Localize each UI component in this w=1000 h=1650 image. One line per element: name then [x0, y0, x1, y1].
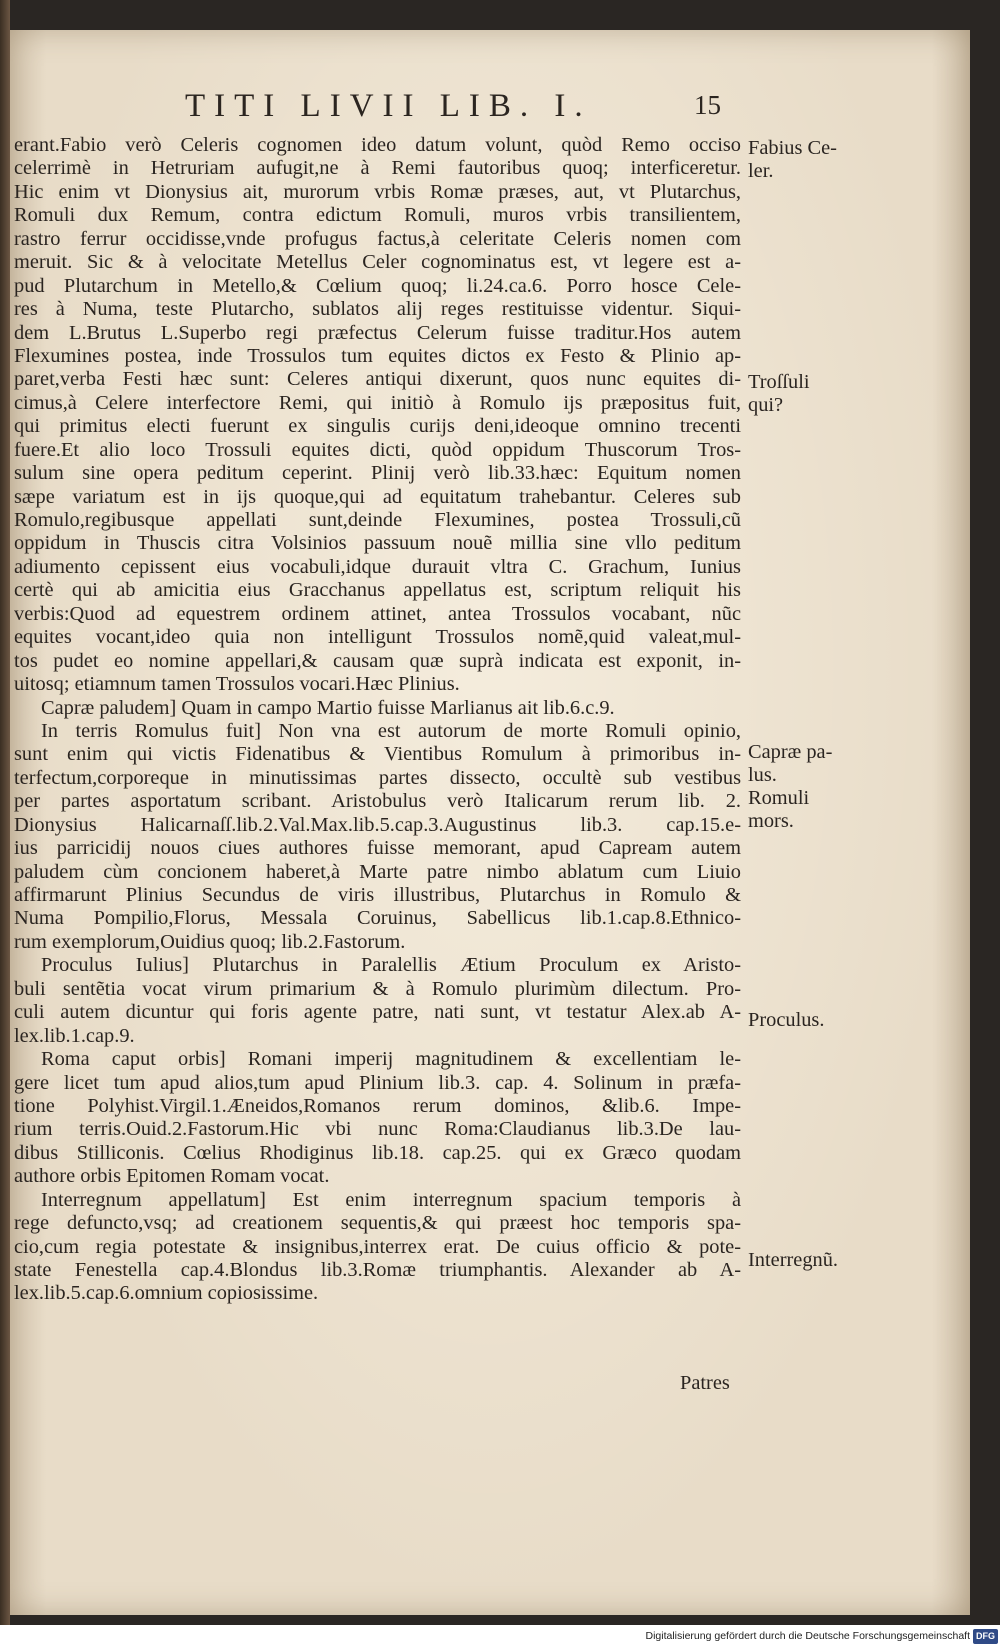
body-text [14, 134, 741, 1306]
dfg-logo: DFG [973, 1629, 998, 1644]
margin-note-line: mors. [748, 810, 794, 832]
text-line: affirmarunt Plinius Secundus de viris illustribus, Plutarchus in Romulo & [14, 884, 741, 906]
text-line: pud Plutarchum in Metello,& Cœlium quoq; li.24.ca.6. Porro hosce Cele- [14, 274, 741, 297]
text-line: culi autem dicuntur qui foris agente patre, nati sunt, vt testatur Alex.ab A- [14, 1001, 741, 1024]
margin-note-line: Capræ pa- [748, 741, 833, 763]
text-line: qui primitus electi fuerunt ex singulis curijs deni,ideoque omnino trecenti [14, 415, 741, 438]
page-header [0, 88, 1000, 128]
text-line: equites vocant,ideo quia non intelligunt Trossulos nomẽ,quid valeat,mul- [14, 626, 741, 649]
margin-note-line: ler. [748, 160, 774, 182]
text-line: fuere.Et alio loco Trossuli equites dicti, quòd oppidum Thuscorum Tros- [14, 438, 741, 461]
text-line: cio,cum regia potestate & insignibus,interrex erat. De cuius officio & pote- [14, 1235, 741, 1258]
margin-note-line: Proculus. [748, 1009, 825, 1031]
margin-note-line: lus. [748, 764, 777, 786]
text-line: rium terris.Ouid.2.Fastorum.Hic vbi nunc Roma:Claudianus lib.3.De lau- [14, 1118, 741, 1141]
margin-note-line: Romuli [748, 787, 810, 809]
text-line: rege defuncto,vsq; ad creationem sequentis,& qui præest hoc temporis spa- [14, 1212, 741, 1235]
page-number: 15 [694, 90, 721, 120]
text-line: Dionysius Halicarnaſſ.lib.2.Val.Max.lib.5.cap.3.Augustinus lib.3. cap.15.e- [14, 813, 741, 836]
text-line: paludem cùm concionem haberet,à Marte patre nimbo ablatum cum Liuio [14, 860, 741, 883]
binding-edge [0, 0, 10, 1625]
margin-note-line: Fabius Ce- [748, 137, 837, 159]
text-line: paret,verba Festi hæc sunt: Celeres antiqui dixerunt, quos nunc equites di- [14, 368, 741, 391]
margin-note-trossuli [748, 371, 856, 417]
text-line: per partes asportatum scribant. Aristobulus verò Italicarum rerum lib. 2. [14, 790, 741, 813]
text-line: celerrimè in Hetruriam aufugit,ne à Remi fautoribus quoq; interficeretur. [14, 157, 741, 180]
text-line: rastro ferrur occidisse,vnde profugus factus,à celeritate Celeris nomen com [14, 227, 741, 250]
text-line: adiumento cepissent eius vocabuli,idque durauit vltra C. Grachum, Iunius [14, 555, 741, 578]
text-line: Roma caput orbis] Romani imperij magnitudinem & excellentiam le- [41, 1048, 741, 1071]
text-line: ius parricidij nouos ciues authores fuisse memorant, apud Capream autem [14, 837, 741, 860]
margin-note-caprae-palus [748, 741, 856, 787]
text-line: verbis:Quod ad equestrem ordinem attinet, antea Trossulos vocabant, nũc [14, 602, 741, 625]
text-line: Flexumines postea, inde Trossulos tum equites dictos ex Festo & Plinio ap- [14, 344, 741, 367]
text-line: sæpe variatum est in ijs quoque,qui ad equitatum trahebantur. Celeres sub [14, 485, 741, 508]
text-line: In terris Romulus fuit] Non vna est autorum de morte Romuli opinio, [41, 719, 741, 742]
text-line: cimus,à Celere interfectore Remi, qui initiò à Romulo ijs præpositus fuit, [14, 391, 741, 414]
text-line: sunt enim qui victis Fidenatibus & Vientibus Romulum à primoribus in- [14, 743, 741, 766]
margin-note-romuli-mors [748, 787, 856, 833]
text-line: Numa Pompilio,Florus, Messala Coruinus, Sabellicus lib.1.cap.8.Ethnico- [14, 907, 741, 930]
text-line: lex.lib.5.cap.6.omnium copiosissime. [14, 1282, 319, 1305]
text-line: tione Polyhist.Virgil.1.Æneidos,Romanos rerum dominos, &lib.6. Impe- [14, 1094, 741, 1117]
text-line: rum exemplorum,Ouidius quoq; lib.2.Fastorum. [14, 930, 406, 953]
margin-note-line: Interregnũ. [748, 1249, 839, 1271]
text-line: Hic enim vt Dionysius ait, murorum vrbis Romæ præses, aut, vt Plutarchus, [14, 180, 741, 203]
text-line: certè qui ab amicitia eius Gracchanus appellatus est, scriptum reliquit his [14, 579, 741, 602]
text-line: terfectum,corporeque in minutissimas partes dissecto, occultè sub vestibus [14, 766, 741, 789]
text-line: Interregnum appellatum] Est enim interregnum spacium temporis à [41, 1188, 741, 1211]
text-line: Capræ paludem] Quam in campo Martio fuisse Marlianus ait lib.6.c.9. [41, 696, 615, 719]
text-line: buli sentẽtia vocat virum primarium & à Romulo plurimùm dilectum. Pro- [14, 977, 741, 1000]
margin-note-proculus [748, 1009, 856, 1032]
text-line: erant.Fabio verò Celeris cognomen ideo datum volunt, quòd Remo occiso [14, 134, 741, 156]
footer-bar [0, 1625, 1000, 1650]
margin-note-line: Troſſuli [748, 371, 810, 393]
running-head: TITI LIVII LIB. I. [185, 88, 592, 124]
margin-note-fabius-celer [748, 137, 856, 183]
text-line: uitosq; etiamnum tamen Trossulos vocari.Hæc Plinius. [14, 673, 460, 696]
text-line: res à Numa, teste Plutarcho, sublatos alij reges restituisse videntur. Siqui- [14, 298, 741, 321]
margin-note-interregnum [748, 1249, 856, 1272]
text-line: tos pudet eo nomine appellari,& causam quæ suprà indicata est exponit, in- [14, 649, 741, 672]
text-line: Romulo,regibusque appellati sunt,deinde Flexumines, postea Trossuli,cũ [14, 509, 741, 531]
margin-note-line: qui? [748, 394, 784, 416]
text-line: dibus Stilliconis. Cœlius Rhodiginus lib.18. cap.25. qui ex Græco quodam [14, 1141, 741, 1164]
catchword: Patres [680, 1372, 730, 1394]
funding-credit: Digitalisierung gefördert durch die Deutsche Forschungsgemeinschaft [645, 1630, 970, 1642]
text-line: dem L.Brutus L.Superbo regi præfectus Celerum fuisse traditur.Hos autem [14, 321, 741, 344]
text-line: gere licet tum apud alios,tum apud Plinium lib.3. cap. 4. Solinum in præfa- [14, 1071, 741, 1094]
text-line: authore orbis Epitomen Romam vocat. [14, 1165, 330, 1188]
text-line: state Fenestella cap.4.Blondus lib.3.Romæ triumphantis. Alexander ab A- [14, 1259, 741, 1281]
text-line: sulum sine opera peditum ceperint. Plinij verò lib.33.hæc: Equitum nomen [14, 462, 741, 485]
text-line: lex.lib.1.cap.9. [14, 1024, 135, 1047]
text-line: Proculus Iulius] Plutarchus in Paralellis Ætium Proculum ex Aristo- [41, 954, 741, 977]
text-line: oppidum in Thuscis citra Volsinios passuum nouẽ millia sine vllo peditum [14, 532, 741, 555]
text-line: Romuli dux Remum, contra edictum Romuli, muros vrbis transilientem, [14, 204, 741, 227]
text-line: meruit. Sic & à velocitate Metellus Celer cognominatus est, vt legere est a- [14, 251, 741, 274]
